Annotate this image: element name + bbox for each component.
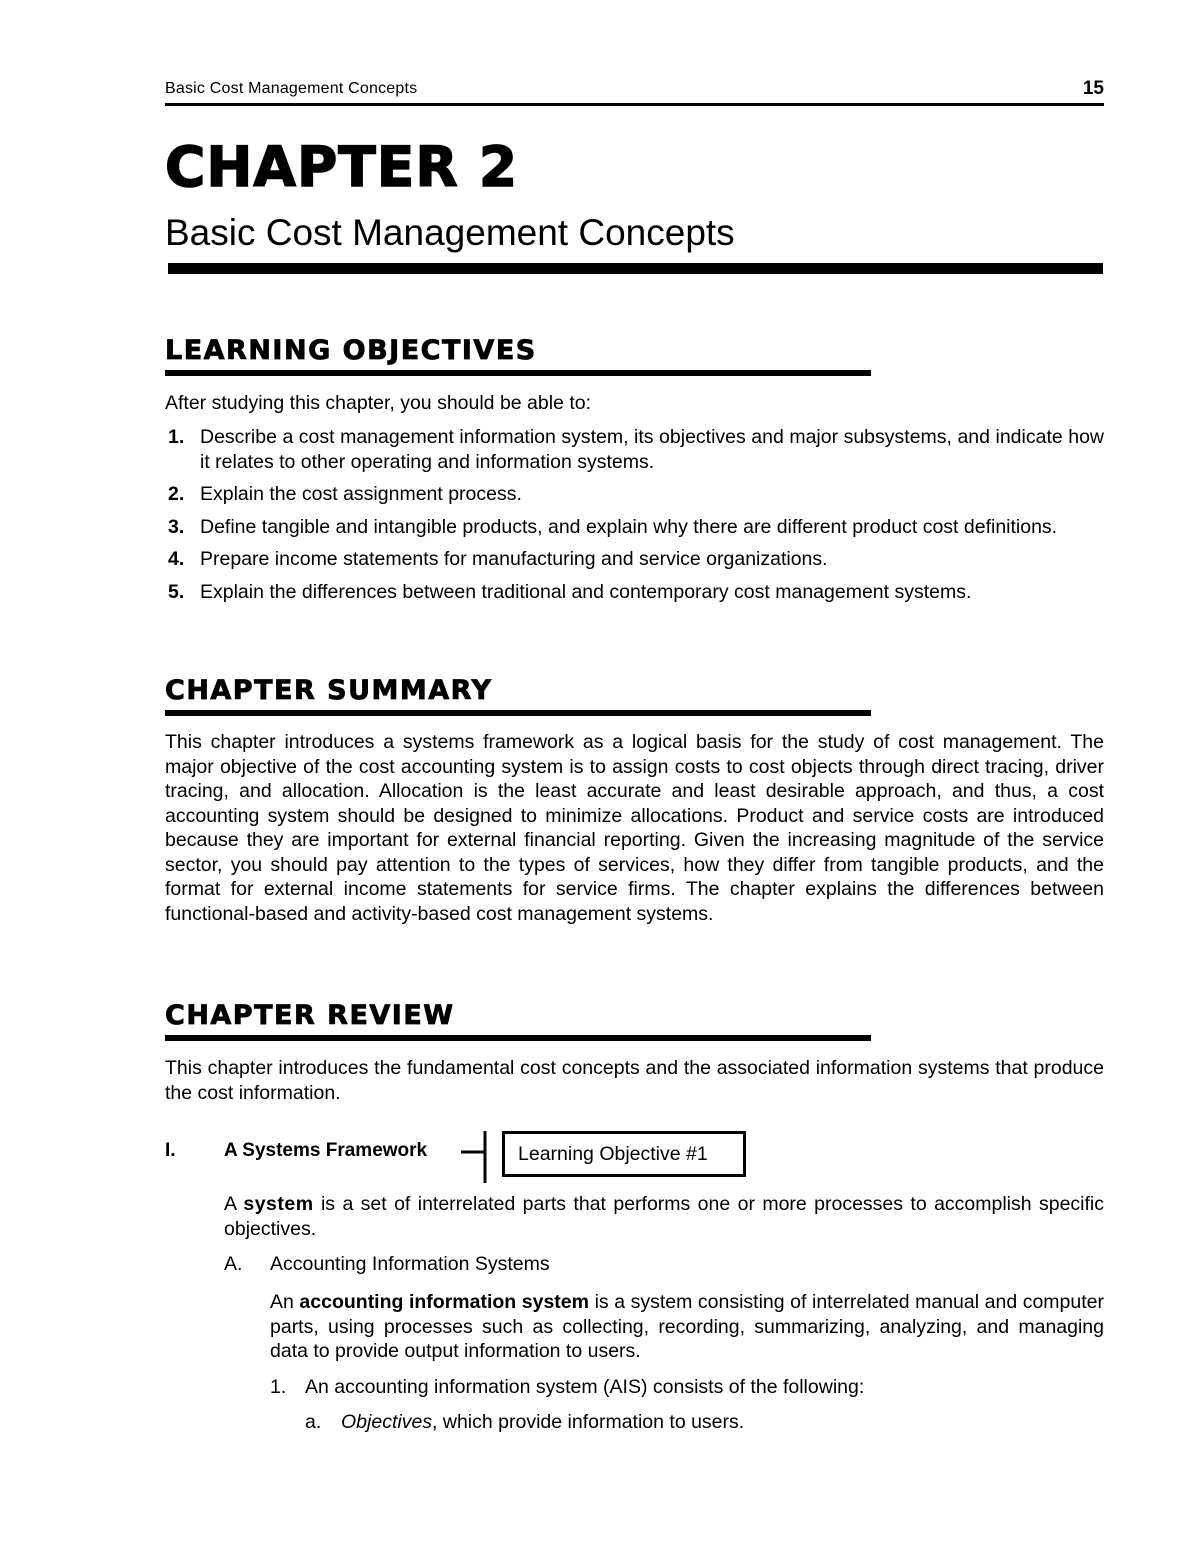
learning-objectives-list <box>165 425 1104 612</box>
system-definition-rest: is a set of interrelated parts that performs one or more processes to accomplish specific objectives. <box>224 1193 1105 1240</box>
outline-subletter: A. <box>224 1253 243 1275</box>
list-item <box>165 547 1104 572</box>
ais-definition-lead: An <box>270 1291 294 1313</box>
list-item <box>165 425 1104 474</box>
system-definition-lead: A <box>224 1193 236 1215</box>
chapter-review-intro: This chapter introduces the fundamental cost concepts and the associated information systems that produce the cost information. <box>165 1057 1104 1104</box>
list-item-number: 3. <box>168 515 185 538</box>
list-item-text: Define tangible and intangible products, and explain why there are different product cost definitions. <box>200 515 1058 538</box>
ais-definition-rest: is a system consisting of interrelated manual and computer parts, using processes such as collecting, recording, summarizing, analyzing, and managing data to provide output information to users. <box>270 1291 1104 1362</box>
outline-subitem <box>341 1411 744 1434</box>
outline-item-number: 1. <box>270 1376 287 1398</box>
list-item <box>165 482 1104 507</box>
learning-objective-box-label: Learning Objective #1 <box>518 1143 708 1165</box>
learning-objectives-heading <box>165 337 871 376</box>
learning-objective-box <box>502 1131 746 1177</box>
chapter-summary-heading-text: CHAPTER SUMMARY <box>165 675 493 706</box>
outline-subitem-rest: , which provide information to users. <box>432 1411 745 1433</box>
outline-subsection-title: Accounting Information Systems <box>270 1253 550 1275</box>
learning-objectives-intro: After studying this chapter, you should be able to: <box>165 392 592 414</box>
list-item-text: Prepare income statements for manufacturing and service organizations. <box>200 548 828 570</box>
list-item-number: 2. <box>168 483 185 505</box>
chapter-summary-text: This chapter introduces a systems framework as a logical basis for the study of cost management. The major objective of the cost accounting system is to assign costs to cost objects through direct tracing, driver tracing, and allocation. Allocation is the least accurate and least desirable approach, and thus, a cost accounting system should be designed to minimize allocations. Product and service costs are introduced because they are important for external financial reporting. Given the increasing magnitude of the service sector, you should pay attention to the types of services, how they differ from tangible products, and the format for external income statements for service firms. The chapter explains the differences between functional-based and activity-based cost management systems. <box>165 731 1104 925</box>
outline-item-text: An accounting information system (AIS) consists of the following: <box>305 1376 865 1398</box>
list-item-text: Explain the cost assignment process. <box>200 483 522 505</box>
list-item-number: 1. <box>168 426 185 448</box>
system-definition <box>224 1192 1104 1241</box>
list-item <box>165 580 1104 605</box>
outline-section-title: A Systems Framework <box>224 1140 428 1161</box>
list-item-text: Describe a cost management information system, its objectives and major subsystems, and indicate how it relates to other operating and information systems. <box>200 426 1104 473</box>
list-item-number: 4. <box>168 548 185 570</box>
chapter-title: Basic Cost Management Concepts <box>165 212 735 253</box>
chapter-label: CHAPTER 2 <box>165 135 519 199</box>
chapter-review-heading <box>165 1002 871 1041</box>
title-rule <box>168 263 1103 274</box>
list-item-text: Explain the differences between traditional and contemporary cost management systems. <box>200 580 972 603</box>
outline-subitem-letter: a. <box>305 1411 322 1433</box>
running-header <box>165 79 1104 106</box>
chapter-summary-heading <box>165 677 871 716</box>
system-definition-term: system <box>243 1193 314 1215</box>
learning-objectives-heading-text: LEARNING OBJECTIVES <box>165 335 537 366</box>
outline-numeral: I. <box>165 1140 176 1161</box>
ais-definition-term: accounting information system <box>299 1291 589 1313</box>
page-number: 15 <box>1082 78 1104 99</box>
ais-definition <box>270 1290 1104 1364</box>
outline-subitem-term: Objectives <box>341 1411 433 1433</box>
objective-connector <box>461 1129 491 1185</box>
chapter-review-heading-text: CHAPTER REVIEW <box>165 1000 455 1031</box>
list-item-number: 5. <box>168 580 185 603</box>
running-header-title: Basic Cost Management Concepts <box>165 80 418 97</box>
list-item <box>165 515 1104 540</box>
